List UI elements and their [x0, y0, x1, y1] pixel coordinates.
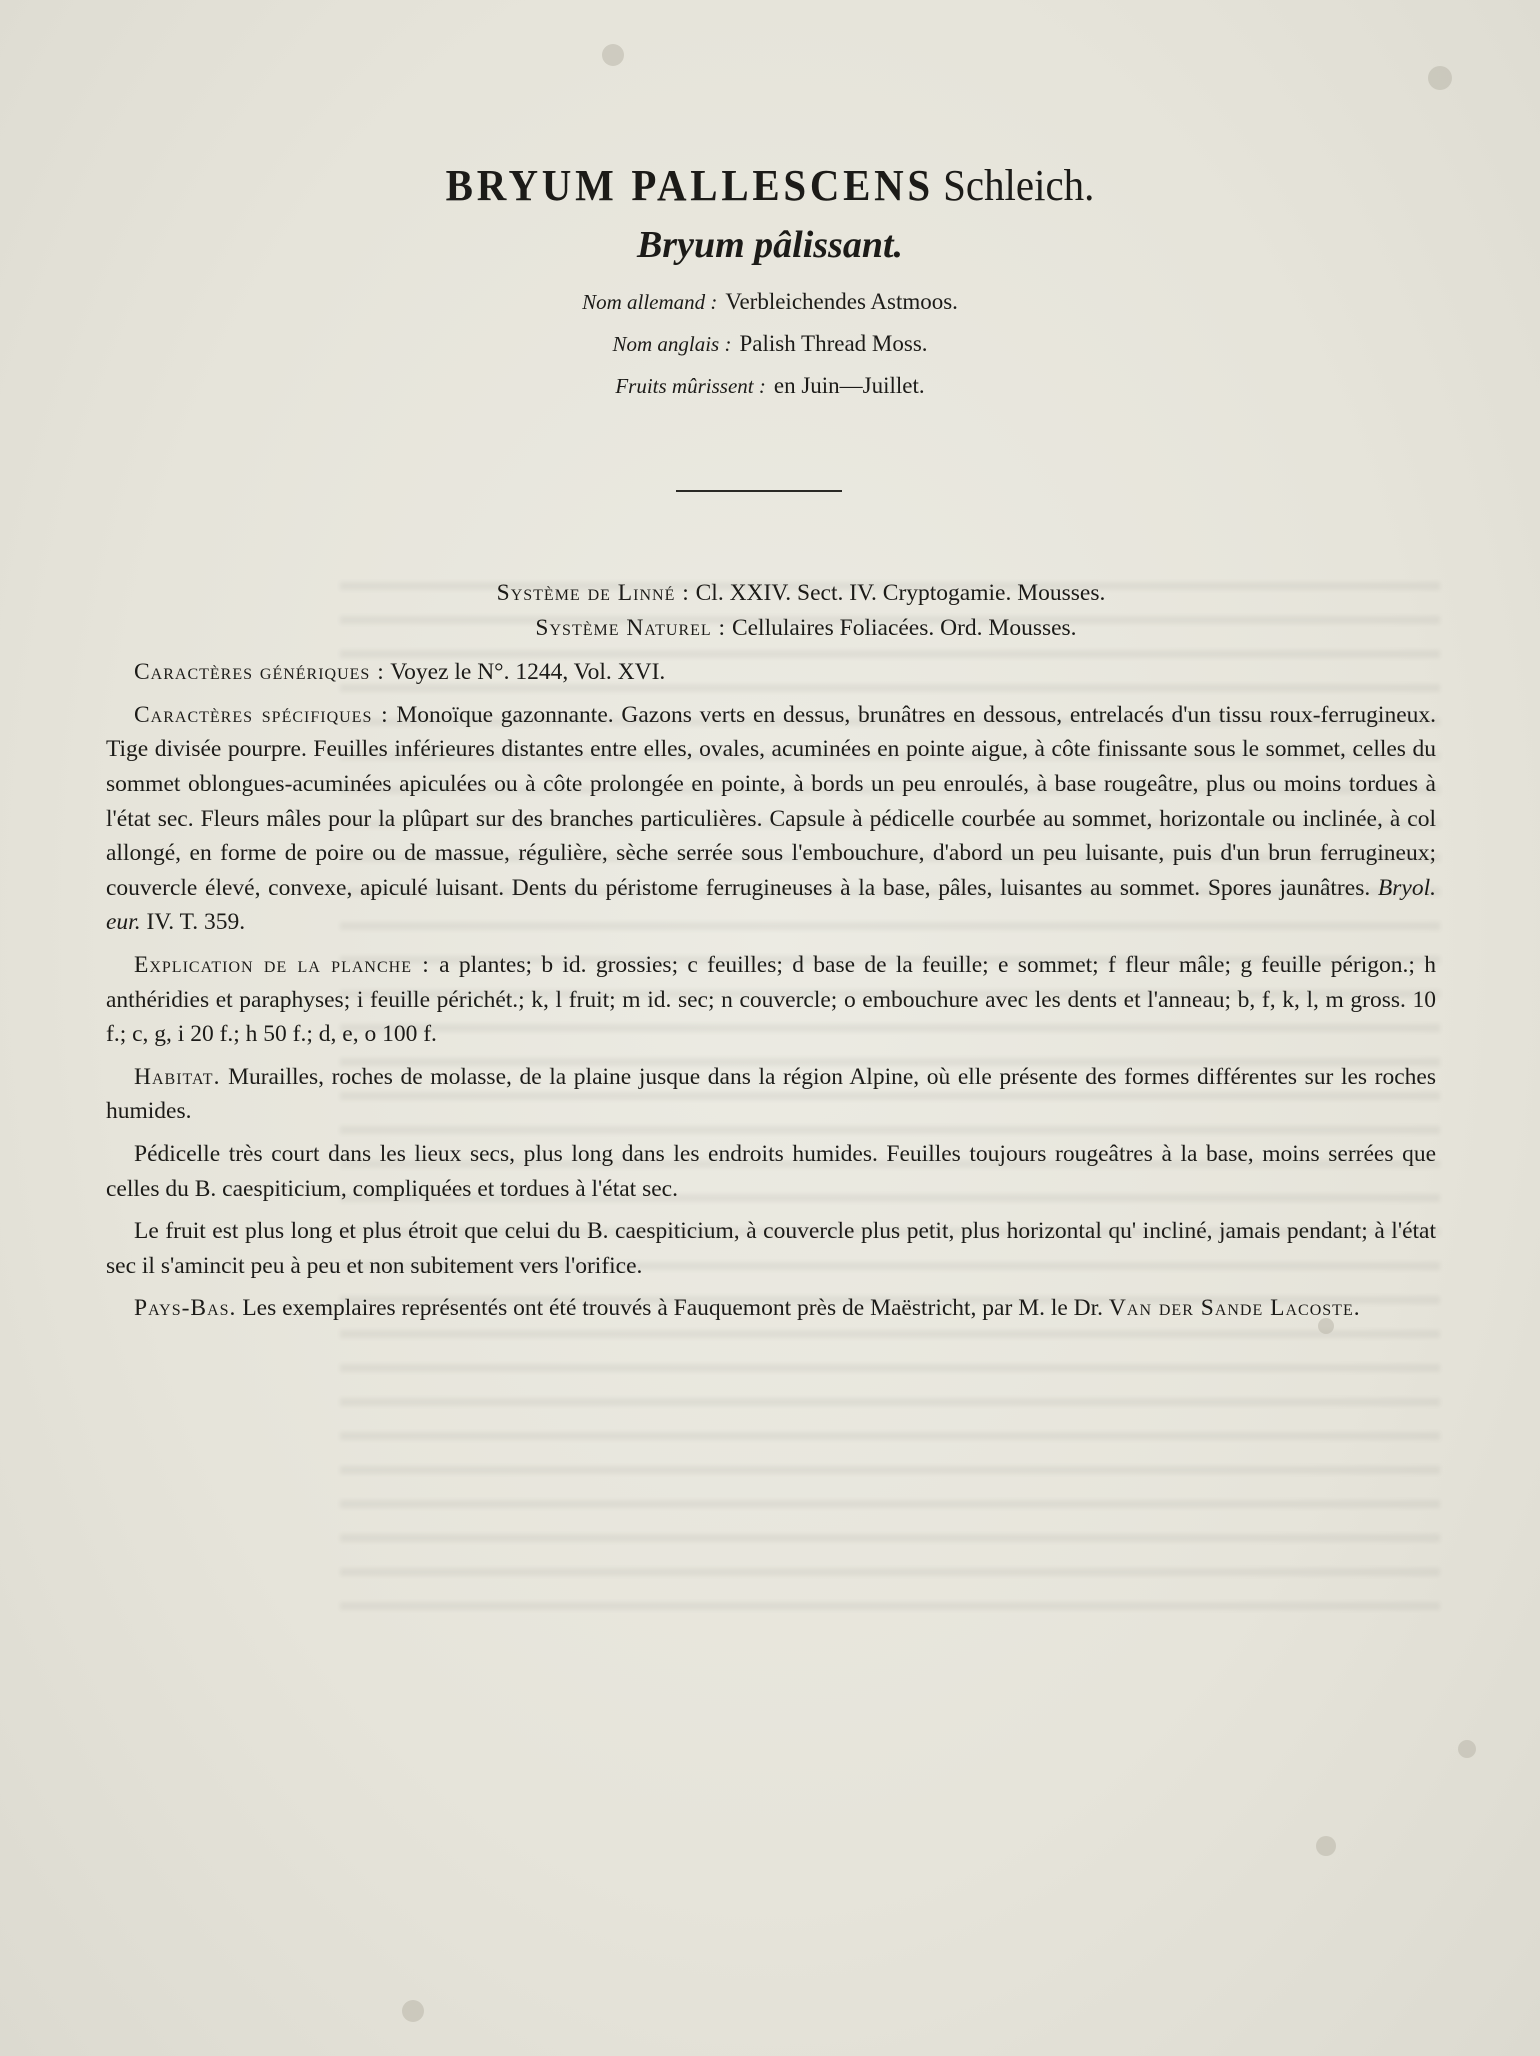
netherlands-paragraph: [106, 1291, 1436, 1326]
species-author: Schleich.: [943, 161, 1095, 210]
section-label: Habitat.: [134, 1063, 221, 1090]
fruit-paragraph: Le fruit est plus long et plus étroit que celui du B. caespiticium, à couvercle plus petit, plus horizontal qu' incliné, jamais pendant; à l'état sec il s'amincit peu à peu et non subitement vers l'orifice.: [106, 1218, 1436, 1279]
generic-characters: [106, 655, 1436, 690]
section-text: a plantes; b id. grossies; c feuilles; d base de la feuille; e sommet; f fleur mâle; g feuille périgon.; h anthéridies et paraphyses; i feuille périchét.; k, l fruit; m id. sec; n couvercle; o embouchure avec les dents et l'anneau; b, f, k, l, m gross. 10 f.; c, g, i 20 f.; h 50 f.; d, e, o 100 f.: [106, 951, 1437, 1048]
section-label: Pays-Bas.: [134, 1295, 237, 1322]
english-name-line: [0, 323, 1540, 365]
section-label: Système Naturel :: [535, 614, 727, 641]
specific-characters: [106, 698, 1436, 940]
section-text: Cl. XXIV. Sect. IV. Cryptogamie. Mousses.: [695, 580, 1106, 606]
linne-system-line: [166, 576, 1436, 611]
document-body: [106, 576, 1436, 1326]
meta-value: Palish Thread Moss.: [739, 330, 928, 356]
section-label: Caractères génériques :: [134, 659, 385, 686]
section-text: Les exemplaires représentés ont été trouvés à Fauquemont près de Maëstricht, par M. le Dr.: [242, 1295, 1104, 1322]
section-divider: [676, 490, 842, 492]
habitat-paragraph: [106, 1060, 1436, 1129]
page-header: [0, 160, 1540, 407]
section-label: Explication de la planche :: [134, 951, 430, 978]
section-text: Murailles, roches de molasse, de la plaine jusque dans la région Alpine, où elle présente des formes différentes sur les roches humides.: [106, 1063, 1437, 1125]
paper-speck: [1316, 1836, 1336, 1856]
bibliographic-ref: Bryol. eur.: [106, 874, 1437, 936]
bibliographic-ref-tail: IV. T. 359.: [146, 909, 246, 936]
french-name: Bryum pâlissant.: [636, 223, 904, 266]
paper-speck: [602, 44, 624, 66]
paper-speck: [1428, 66, 1452, 90]
section-label: Caractères spécifiques :: [134, 701, 389, 728]
meta-value: en Juin—Juillet.: [773, 372, 925, 398]
plate-explanation: [106, 948, 1436, 1052]
german-name-line: [0, 281, 1540, 323]
natural-system-line: [176, 611, 1436, 646]
section-text: Monoïque gazonnante. Gazons verts en dessus, brunâtres en dessous, entrelacés d'un tissu roux-ferrugineux. Tige divisée pourpre. Feuilles inférieures distantes entre elles, ovales, acuminées en pointe aigue, à côte finissante sous le sommet, celles du sommet oblongues-acuminées apiculées ou à côte prolongée en pointe, à bords un peu enroulés, à base rougeâtre, plus ou moins tordues à l'état sec. Fleurs mâles pour la plûpart sur des branches particulières. Capsule à pédicelle courbée au sommet, horizontale ou inclinée, à col allongé, en forme de poire ou de massue, régulière, sèche serrée sous l'embouchure, d'abord un peu luisante, puis d'un brun ferrugineux; couvercle élevé, convexe, apiculé luisant. Dents du péristome ferrugineuses à la base, pâles, luisantes au sommet. Spores jaunâtres.: [106, 701, 1437, 901]
species-name: BRYUM PALLESCENS: [445, 161, 934, 210]
fruiting-line: [0, 365, 1540, 407]
section-text: Voyez le N°. 1244, Vol. XVI.: [390, 659, 666, 686]
pedicel-paragraph: Pédicelle très court dans les lieux secs, plus long dans les endroits humides. Feuilles toujours rougeâtres à la base, moins serrées que celles du B. caespiticium, compliquées et tordues à l'état sec.: [106, 1140, 1436, 1202]
meta-value: Verbleichendes Astmoos.: [725, 288, 958, 314]
paper-speck: [402, 2000, 424, 2022]
meta-label: Nom allemand :: [582, 289, 718, 314]
paper-speck: [1458, 1740, 1476, 1758]
section-text: Cellulaires Foliacées. Ord. Mousses.: [731, 614, 1077, 641]
meta-label: Nom anglais :: [612, 331, 732, 356]
species-title: [54, 160, 1486, 213]
meta-label: Fruits mûrissent :: [615, 373, 766, 398]
collector-name: Van der Sande Lacoste.: [1108, 1295, 1361, 1322]
section-label: Système de Linné :: [496, 580, 690, 606]
